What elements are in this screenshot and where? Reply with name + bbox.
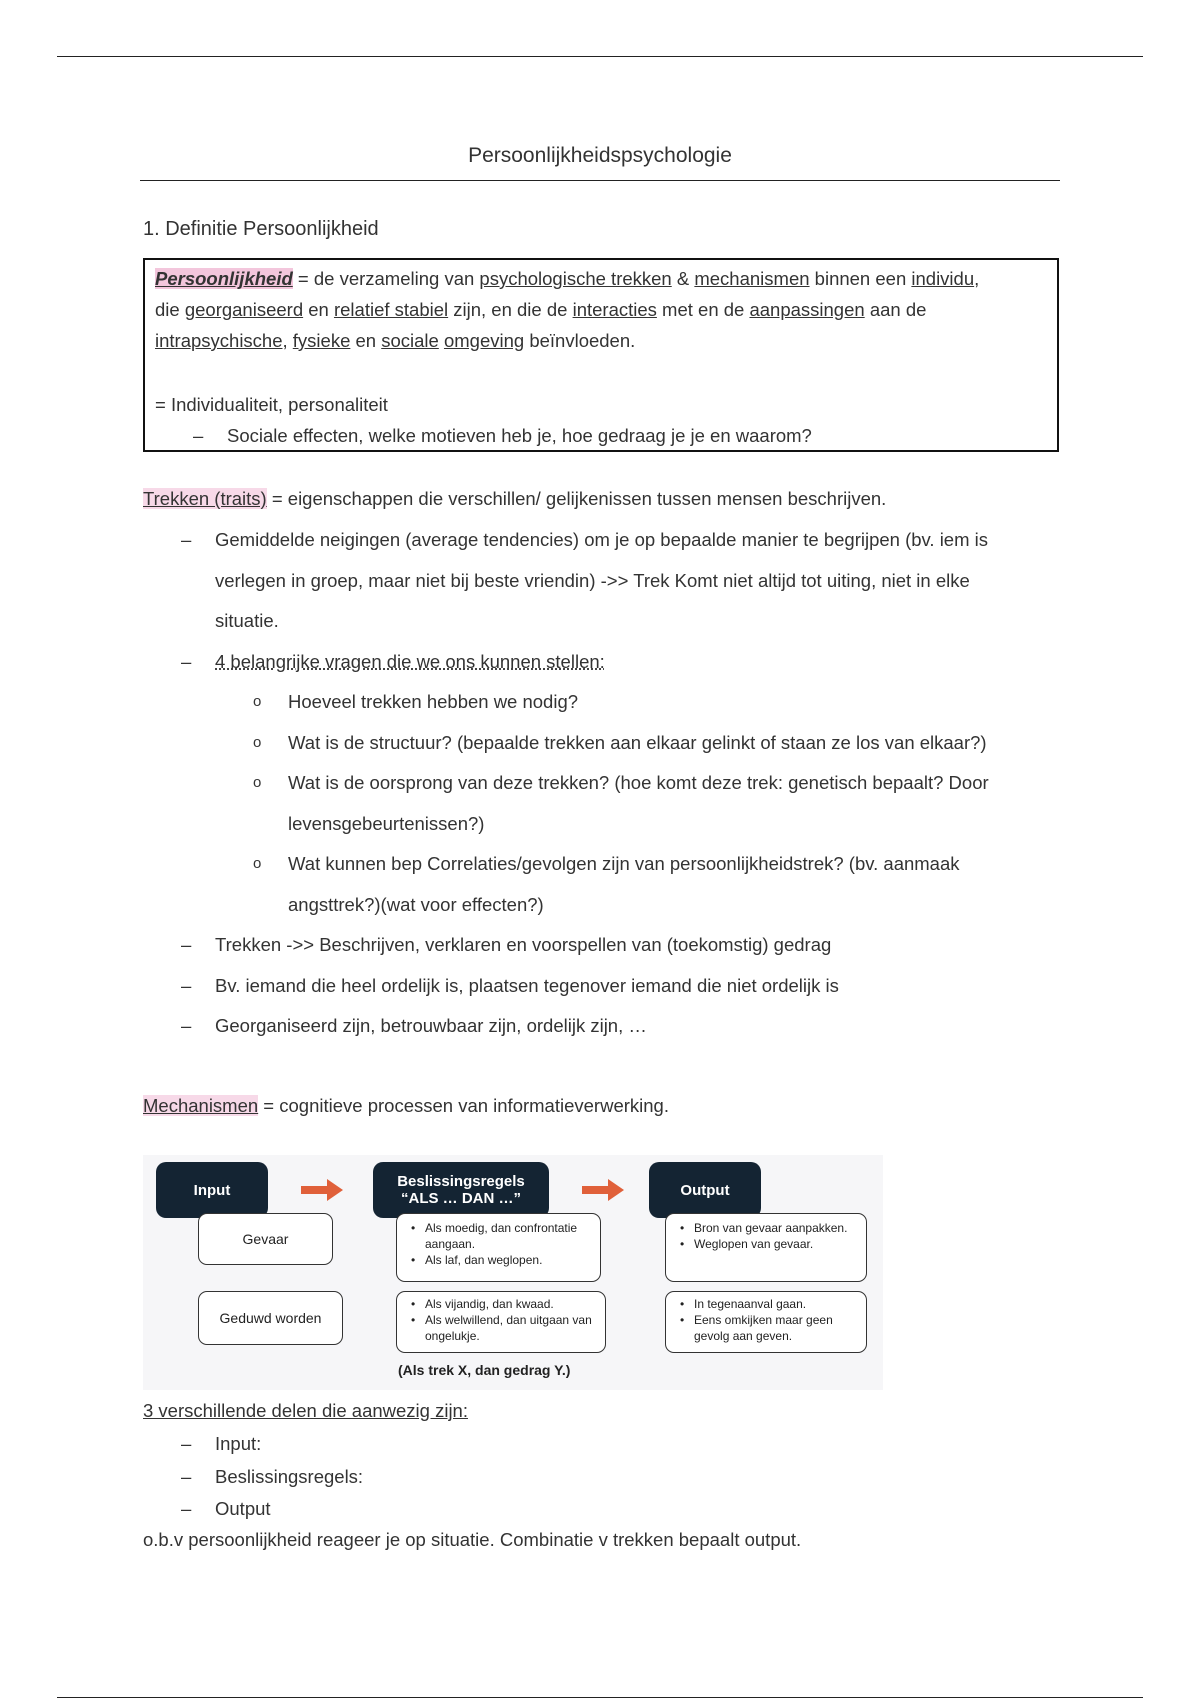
- rule-item: • Als moedig, dan confrontatie aangaan.: [409, 1220, 592, 1252]
- circle-bullet: o: [253, 693, 262, 710]
- definition-line-2: [155, 294, 1047, 325]
- output-box-1: [665, 1213, 867, 1282]
- sub-list-item-text: levensgebeurtenissen?): [288, 812, 485, 834]
- traits-definition-text: = eigenschappen die verschillen/ gelijkenissen tussen mensen beschrijven.: [266, 488, 887, 509]
- blank-line: [155, 356, 1047, 389]
- definition-sub-bullet: [155, 420, 1047, 451]
- definition-box: [143, 258, 1059, 452]
- definition-text: &: [671, 268, 695, 289]
- list-item: [143, 1493, 1073, 1526]
- arrow-right-icon: [301, 1177, 345, 1203]
- traits-list: [143, 520, 1073, 1047]
- underlined-keyword: fysieke: [292, 330, 351, 351]
- list-item: [143, 520, 1073, 561]
- definition-term: Persoonlijkheid: [155, 268, 293, 289]
- definition-text: beïnvloeden.: [524, 330, 636, 351]
- sub-list-item: [143, 763, 1073, 804]
- mechanisms-definition: [143, 1095, 669, 1117]
- rules-header: [373, 1162, 549, 1218]
- definition-text: binnen een: [809, 268, 912, 289]
- underlined-keyword: interacties: [572, 299, 657, 320]
- dash-bullet: –: [181, 1498, 192, 1519]
- sub-list-item-continuation: [143, 804, 1073, 845]
- rules-header-title: Beslissingsregels: [397, 1173, 525, 1190]
- dash-bullet: –: [181, 650, 192, 672]
- traits-term: Trekken (traits): [143, 488, 267, 509]
- definition-line-1: [155, 263, 1047, 294]
- underlined-keyword: omgeving: [443, 330, 525, 351]
- list-item-text: situatie.: [215, 610, 279, 631]
- definition-text: die: [155, 299, 185, 320]
- output-item: • In tegenaanval gaan.: [678, 1296, 858, 1312]
- rules-header-subtitle: “ALS … DAN …”: [401, 1190, 521, 1207]
- list-item: [143, 1428, 1073, 1461]
- input-header: Input: [156, 1162, 268, 1218]
- rules-box-1: [396, 1213, 601, 1282]
- circle-bullet: o: [253, 733, 262, 751]
- sub-list-item-text: Wat is de oorsprong van deze trekken? (hoe komt deze trek: genetisch bepaalt? Door: [288, 772, 989, 793]
- definition-text: en: [303, 299, 334, 320]
- list-item-text: Output: [215, 1498, 271, 1519]
- underlined-keyword: individu: [911, 268, 975, 289]
- sub-list-item-continuation: [143, 885, 1073, 926]
- sub-list-item-text: Wat is de structuur? (bepaalde trekken aan elkaar gelinkt of staan ze los van elkaar?): [288, 731, 987, 753]
- sub-list-item-text: Wat kunnen bep Correlaties/gevolgen zijn van persoonlijkheidstrek? (bv. aanmaak: [288, 853, 960, 874]
- document-title: Persoonlijkheidspsychologie: [468, 144, 732, 167]
- input-box-pushed: Geduwd worden: [198, 1291, 343, 1345]
- circle-bullet: o: [253, 855, 262, 872]
- sub-list-item: [143, 723, 1073, 764]
- definition-text: aan de: [864, 299, 927, 320]
- dash-bullet: –: [181, 529, 192, 550]
- definition-text: = de verzameling van: [292, 268, 480, 289]
- list-item-text: Georganiseerd zijn, betrouwbaar zijn, ordelijk zijn, …: [215, 1015, 647, 1036]
- list-item: [143, 642, 1073, 683]
- dash-bullet: –: [181, 1015, 192, 1036]
- page-top-rule: [57, 56, 1143, 57]
- list-item: [143, 966, 1073, 1007]
- list-item-text: 4 belangrijke vragen die we ons kunnen stellen:: [215, 650, 605, 672]
- underlined-keyword: sociale: [381, 330, 439, 351]
- list-item: [143, 1461, 1073, 1494]
- parts-heading-text: 3 verschillende delen die aanwezig zijn:: [143, 1400, 468, 1421]
- list-item-continuation: [143, 561, 1073, 602]
- definition-text: ,: [282, 330, 293, 351]
- rule-item: • Als welwillend, dan uitgaan van ongelukje.: [409, 1312, 597, 1344]
- underlined-keyword: mechanismen: [694, 268, 810, 289]
- title-underline: [140, 180, 1060, 181]
- page-bottom-rule: [57, 1697, 1143, 1698]
- mechanisms-definition-text: = cognitieve processen van informatieverwerking.: [258, 1095, 669, 1116]
- dash-bullet: –: [181, 1433, 192, 1454]
- output-item: • Bron van gevaar aanpakken.: [678, 1220, 858, 1236]
- diagram-caption: (Als trek X, dan gedrag Y.): [398, 1362, 571, 1378]
- dash-bullet: –: [181, 974, 192, 996]
- definition-text: zijn, en die de: [448, 299, 573, 320]
- definition-text: en: [350, 330, 382, 351]
- list-item-text: Input:: [215, 1433, 262, 1454]
- sub-list-item: [143, 682, 1073, 723]
- list-item: [143, 1006, 1073, 1047]
- parts-heading: [143, 1400, 468, 1422]
- output-item: • Weglopen van gevaar.: [678, 1236, 858, 1252]
- definition-text: ,: [974, 268, 980, 289]
- output-box-2: [665, 1291, 867, 1353]
- definition-line-3: [155, 325, 1047, 356]
- sub-list-item-text: Hoeveel trekken hebben we nodig?: [288, 691, 579, 712]
- underlined-keyword: psychologische trekken: [479, 268, 672, 289]
- sub-list-item: [143, 844, 1073, 885]
- dash-bullet: –: [181, 934, 192, 955]
- definition-text: met en de: [656, 299, 750, 320]
- rules-box-2: [396, 1291, 606, 1353]
- input-box-danger: Gevaar: [198, 1213, 333, 1265]
- output-header: Output: [649, 1162, 761, 1218]
- list-item-continuation: [143, 601, 1073, 642]
- dash-bullet: –: [181, 1465, 192, 1487]
- dash-bullet: –: [193, 425, 204, 446]
- traits-definition: [143, 488, 886, 510]
- mechanisms-term: Mechanismen: [143, 1095, 259, 1116]
- list-item: [143, 925, 1073, 966]
- list-item-text: Bv. iemand die heel ordelijk is, plaatsen tegenover iemand die niet ordelijk is: [215, 974, 839, 996]
- arrow-right-icon: [582, 1177, 626, 1203]
- conclusion-text: o.b.v persoonlijkheid reageer je op situatie. Combinatie v trekken bepaalt output.: [143, 1529, 802, 1550]
- parts-list: [143, 1428, 1073, 1526]
- underlined-keyword: intrapsychische: [155, 330, 283, 351]
- definition-synonyms: = Individualiteit, personaliteit: [155, 394, 388, 415]
- underlined-keyword: georganiseerd: [184, 299, 304, 320]
- mechanism-diagram: [143, 1155, 883, 1390]
- circle-bullet: o: [253, 774, 262, 791]
- list-item-text: verlegen in groep, maar niet bij beste vriendin) ->> Trek Komt niet altijd tot uiting, niet in elke: [215, 569, 970, 591]
- list-item-text: Beslissingsregels:: [215, 1465, 364, 1487]
- rule-item: • Als laf, dan weglopen.: [409, 1252, 592, 1268]
- section-heading: 1. Definitie Persoonlijkheid: [143, 218, 379, 240]
- sub-list-item-text: angsttrek?)(wat voor effecten?): [288, 893, 544, 915]
- output-item: • Eens omkijken maar geen gevolg aan geven.: [678, 1312, 858, 1344]
- definition-sub-text: Sociale effecten, welke motieven heb je, hoe gedraag je je en waarom?: [227, 425, 812, 446]
- underlined-keyword: aanpassingen: [749, 299, 865, 320]
- underlined-keyword: relatief stabiel: [333, 299, 449, 320]
- rule-item: • Als vijandig, dan kwaad.: [409, 1296, 597, 1312]
- list-item-text: Trekken ->> Beschrijven, verklaren en voorspellen van (toekomstig) gedrag: [215, 934, 832, 955]
- list-item-text: Gemiddelde neigingen (average tendencies) om je op bepaalde manier te begrijpen (bv. iem is: [215, 529, 989, 550]
